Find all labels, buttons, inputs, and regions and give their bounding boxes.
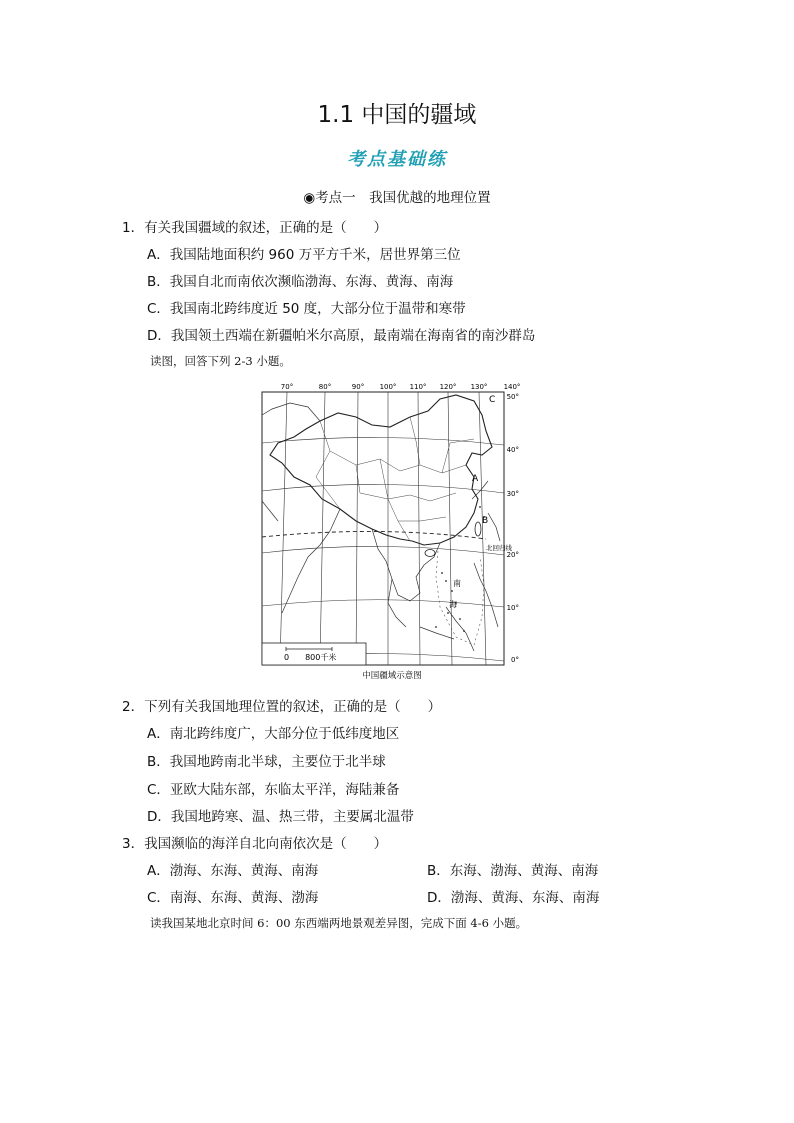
question-3-stem: 3．我国濒临的海洋自北向南依次是（ ） <box>122 836 388 852</box>
lat-label: 0° <box>511 656 519 664</box>
lon-label: 140° <box>503 383 520 391</box>
question-1-stem: 1．有关我国疆域的叙述，正确的是（ ） <box>122 220 388 236</box>
next-instruction: 读我国某地北京时间 6：00 东西端两地景观差异图，完成下面 4-6 小题。 <box>150 916 528 930</box>
lon-label: 120° <box>439 383 457 391</box>
china-territory-map <box>260 381 520 681</box>
lon-label: 80° <box>318 383 332 391</box>
question-3-option-c: C．南海、东海、黄海、渤海 <box>147 890 319 906</box>
map-letter-c: C <box>489 395 496 405</box>
question-1-option-d: D．我国领土西端在新疆帕米尔高原，最南端在海南省的南沙群岛 <box>147 328 536 344</box>
tropic-label: 北回归线 <box>486 544 512 552</box>
lat-label: 30° <box>506 490 519 498</box>
lat-label: 50° <box>506 393 519 401</box>
question-2-option-c: C．亚欧大陆东部，东临太平洋，海陆兼备 <box>147 782 400 798</box>
question-3-option-a: A．渤海、东海、黄海、南海 <box>147 863 319 879</box>
question-1-option-c: C．我国南北跨纬度近 50 度，大部分位于温带和寒带 <box>147 301 466 317</box>
map-caption: 中国疆域示意图 <box>362 671 422 681</box>
section-heading: ◉考点一 我国优越的地理位置 <box>303 190 491 206</box>
map-letter-b: B <box>482 516 489 526</box>
sea-label-nan: 南 <box>453 579 461 588</box>
lat-label: 10° <box>506 604 519 612</box>
question-3-option-b: B．东海、渤海、黄海、南海 <box>427 863 599 879</box>
subtitle: 考点基础练 <box>347 149 447 170</box>
lat-label: 20° <box>506 551 519 559</box>
lon-label: 70° <box>280 383 294 391</box>
sea-label-hai: 海 <box>449 600 457 609</box>
lat-label: 40° <box>506 446 519 454</box>
lon-label: 130° <box>470 383 488 391</box>
question-1-option-a: A．我国陆地面积约 960 万平方千米，居世界第三位 <box>147 247 461 263</box>
map-frame <box>262 392 504 665</box>
map-letter-a: A <box>472 474 479 484</box>
question-2-option-b: B．我国地跨南北半球，主要位于北半球 <box>147 754 386 770</box>
question-2-stem: 2．下列有关我国地理位置的叙述，正确的是（ ） <box>122 699 442 715</box>
lon-label: 110° <box>409 383 427 391</box>
lon-label: 100° <box>379 383 397 391</box>
question-2-option-d: D．我国地跨寒、温、热三带，主要属北温带 <box>147 809 414 825</box>
question-3-option-d: D．渤海、黄海、东海、南海 <box>427 890 600 906</box>
scale-label: 0 800千米 <box>284 653 337 662</box>
question-2-option-a: A．南北跨纬度广，大部分位于低纬度地区 <box>147 726 400 742</box>
lon-label: 90° <box>351 383 365 391</box>
map-instruction: 读图，回答下列 2-3 小题。 <box>150 354 291 368</box>
question-1-option-b: B．我国自北而南依次濒临渤海、东海、黄海、南海 <box>147 274 454 290</box>
page-title: 1.1 中国的疆域 <box>317 102 477 128</box>
